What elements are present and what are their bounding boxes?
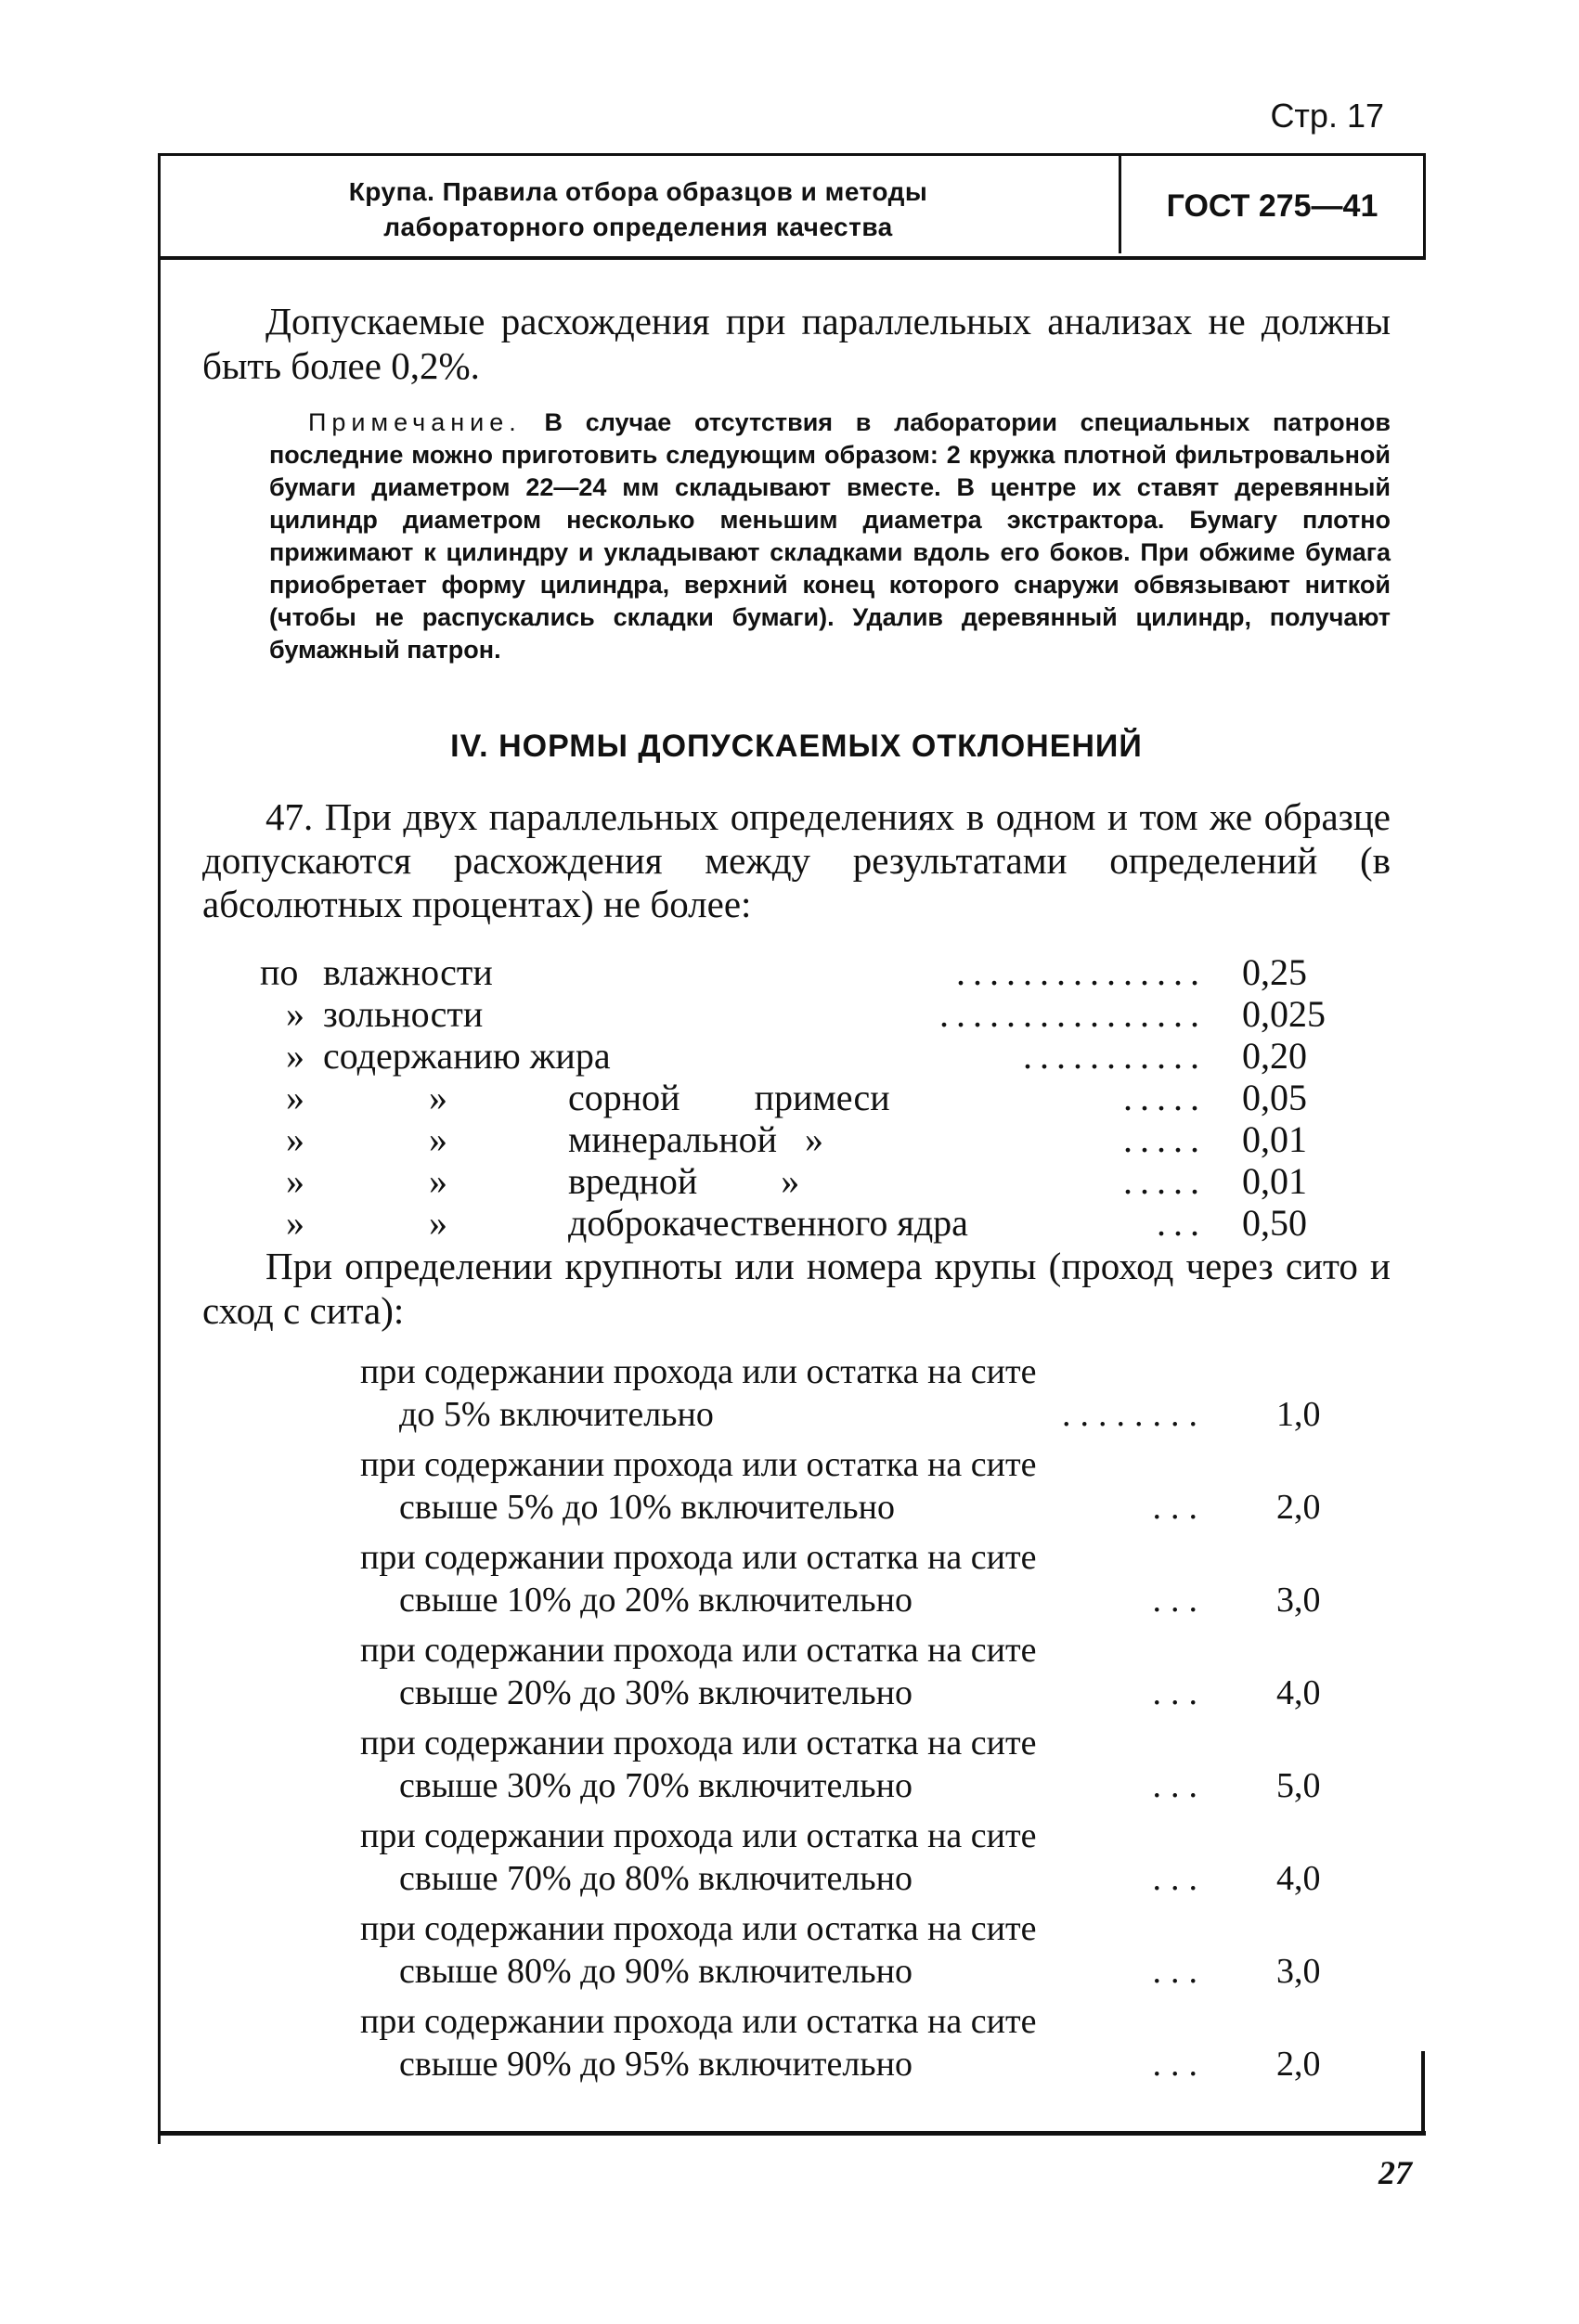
sieve-row-line1: при содержании прохода или остатка на сите xyxy=(360,1352,1037,1391)
tolerance-sublabel: минеральной » xyxy=(568,1118,823,1160)
sieve-row-value: 2,0 xyxy=(1276,2045,1321,2084)
sieve-row-value: 2,0 xyxy=(1276,1488,1321,1527)
tolerance-label: зольности xyxy=(323,993,484,1035)
tolerance-label: » xyxy=(429,1118,447,1160)
tolerance-leader-dots: ............... xyxy=(956,951,1207,993)
sieve-row-line1: при содержании прохода или остатка на сите xyxy=(360,1816,1037,1855)
tolerance-label: » xyxy=(429,1077,447,1118)
tolerance-leader-dots: ... xyxy=(1157,1202,1207,1244)
sieve-row-line1: при содержании прохода или остатка на сите xyxy=(360,1445,1037,1484)
tolerance-prefix: » xyxy=(286,1035,304,1077)
tolerance-value: 0,025 xyxy=(1242,993,1326,1035)
sieve-row-line1: при содержании прохода или остатка на сите xyxy=(360,1631,1037,1670)
sieve-row-line2: свыше 20% до 30% включительно xyxy=(399,1673,912,1712)
tolerance-sublabel: доброкачественного ядра xyxy=(568,1202,968,1244)
tolerance-row xyxy=(0,1077,1579,1119)
tolerance-leader-dots: ..... xyxy=(1123,1118,1207,1160)
tolerance-prefix: » xyxy=(286,1160,304,1202)
sieve-row-leader-dots: ... xyxy=(1152,1859,1207,1898)
note-text: В случае отсутствия в лаборатории специальных патронов последние можно приготовить следующим образом: 2 кружка плотной фильтровальной бумаги диаметром 22—24 мм складывают вместе. В центре их ставят деревянный цилиндр диаметром несколько меньшим диаметра экстрактора. Бумагу плотно прижимают к цилиндру и укладывают складками вдоль его боков. При обжиме бумага приобретает форму цилиндра, верхний конец которого снаружи обвязывают ниткой (чтобы не распускались складки бумаги). Удалив деревянный цилиндр, получают бумажный патрон. xyxy=(269,408,1391,664)
footer-page-number: 27 xyxy=(1378,2154,1412,2191)
sieve-row-line1: при содержании прохода или остатка на сите xyxy=(360,1909,1037,1948)
tolerance-row xyxy=(0,1202,1579,1245)
sieve-row-leader-dots: ... xyxy=(1152,1488,1207,1527)
tolerance-value: 0,50 xyxy=(1242,1202,1307,1244)
frame-bottom-border xyxy=(158,2131,1426,2136)
note-label: Примечание. xyxy=(308,408,522,436)
frame-right-border xyxy=(1421,2051,1425,2135)
tolerance-value: 0,05 xyxy=(1242,1077,1307,1118)
header-title xyxy=(158,174,1119,245)
note-block xyxy=(269,407,1391,666)
sieve-row-line1: при содержании прохода или остатка на сите xyxy=(360,1538,1037,1577)
tolerance-value: 0,25 xyxy=(1242,951,1307,993)
sieve-row-leader-dots: ... xyxy=(1152,1673,1207,1712)
tolerance-leader-dots: ..... xyxy=(1123,1077,1207,1118)
tolerance-label: содержанию жира xyxy=(323,1035,611,1077)
tolerance-sublabel: вредной » xyxy=(568,1160,800,1202)
sieve-row-value: 4,0 xyxy=(1276,1673,1321,1712)
header-box xyxy=(158,153,1426,260)
tolerance-row xyxy=(0,1160,1579,1203)
tolerance-prefix: » xyxy=(286,1118,304,1160)
sieve-row-line2: свыше 5% до 10% включительно xyxy=(399,1488,895,1527)
sieve-row-line2: свыше 90% до 95% включительно xyxy=(399,2045,912,2084)
sieve-row-line2: свыше 70% до 80% включительно xyxy=(399,1859,912,1898)
tolerance-value: 0,20 xyxy=(1242,1035,1307,1077)
tolerance-leader-dots: ........... xyxy=(1023,1035,1207,1077)
tolerance-row xyxy=(0,993,1579,1036)
sieve-row-value: 3,0 xyxy=(1276,1952,1321,1991)
sieve-row-line2: свыше 10% до 20% включительно xyxy=(399,1581,912,1620)
tolerance-prefix: » xyxy=(286,1202,304,1244)
sieve-row-leader-dots: ........ xyxy=(1062,1395,1207,1434)
header-title-line1: Крупа. Правила отбора образцов и методы xyxy=(348,177,928,206)
tolerance-value: 0,01 xyxy=(1242,1160,1307,1202)
tolerance-leader-dots: ................ xyxy=(939,993,1207,1035)
size-intro: При определении крупноты или номера крупы (проход через сито и сход с сита): xyxy=(202,1245,1391,1332)
section-heading: IV. НОРМЫ ДОПУСКАЕМЫХ ОТКЛОНЕНИЙ xyxy=(450,729,1143,764)
tolerance-leader-dots: ..... xyxy=(1123,1160,1207,1202)
page-label: Стр. 17 xyxy=(1270,97,1384,135)
sieve-row-leader-dots: ... xyxy=(1152,1952,1207,1991)
header-title-line2: лабораторного определения качества xyxy=(383,213,893,241)
tolerance-label: » xyxy=(429,1160,447,1202)
tolerance-sublabel: сорной примеси xyxy=(568,1077,890,1118)
sieve-row-leader-dots: ... xyxy=(1152,2045,1207,2084)
tolerance-label: влажности xyxy=(323,951,493,993)
sieve-row-line2: свыше 80% до 90% включительно xyxy=(399,1952,912,1991)
para47-block xyxy=(202,795,1391,926)
tolerance-value: 0,01 xyxy=(1242,1118,1307,1160)
tolerance-prefix: по xyxy=(260,951,299,993)
intro-paragraph: Допускаемые расхождения при параллельных анализах не должны быть более 0,2%. xyxy=(202,300,1391,387)
standard-code: ГОСТ 275—41 xyxy=(1166,187,1378,224)
para47: 47. При двух параллельных определениях в одном и том же образце допускаются расхождения между результатами определений (в абсолютных процентах) не более: xyxy=(202,795,1391,925)
sieve-row-line1: при содержании прохода или остатка на сите xyxy=(360,2002,1037,2041)
tolerance-row xyxy=(0,951,1579,994)
sieve-row-line2: свыше 30% до 70% включительно xyxy=(399,1766,912,1805)
sieve-row-line2: до 5% включительно xyxy=(399,1395,714,1434)
tolerance-prefix: » xyxy=(286,993,304,1035)
sieve-row-value: 3,0 xyxy=(1276,1581,1321,1620)
tolerance-prefix: » xyxy=(286,1077,304,1118)
intro-block xyxy=(202,299,1391,388)
size-intro-block xyxy=(202,1244,1391,1333)
tolerance-row xyxy=(0,1035,1579,1078)
sieve-row-line1: при содержании прохода или остатка на сите xyxy=(360,1724,1037,1762)
sieve-row-value: 1,0 xyxy=(1276,1395,1321,1434)
tolerance-row xyxy=(0,1118,1579,1161)
tolerance-label: » xyxy=(429,1202,447,1244)
sieve-row-value: 5,0 xyxy=(1276,1766,1321,1805)
sieve-row-value: 4,0 xyxy=(1276,1859,1321,1898)
sieve-row-leader-dots: ... xyxy=(1152,1766,1207,1805)
sieve-row-leader-dots: ... xyxy=(1152,1581,1207,1620)
